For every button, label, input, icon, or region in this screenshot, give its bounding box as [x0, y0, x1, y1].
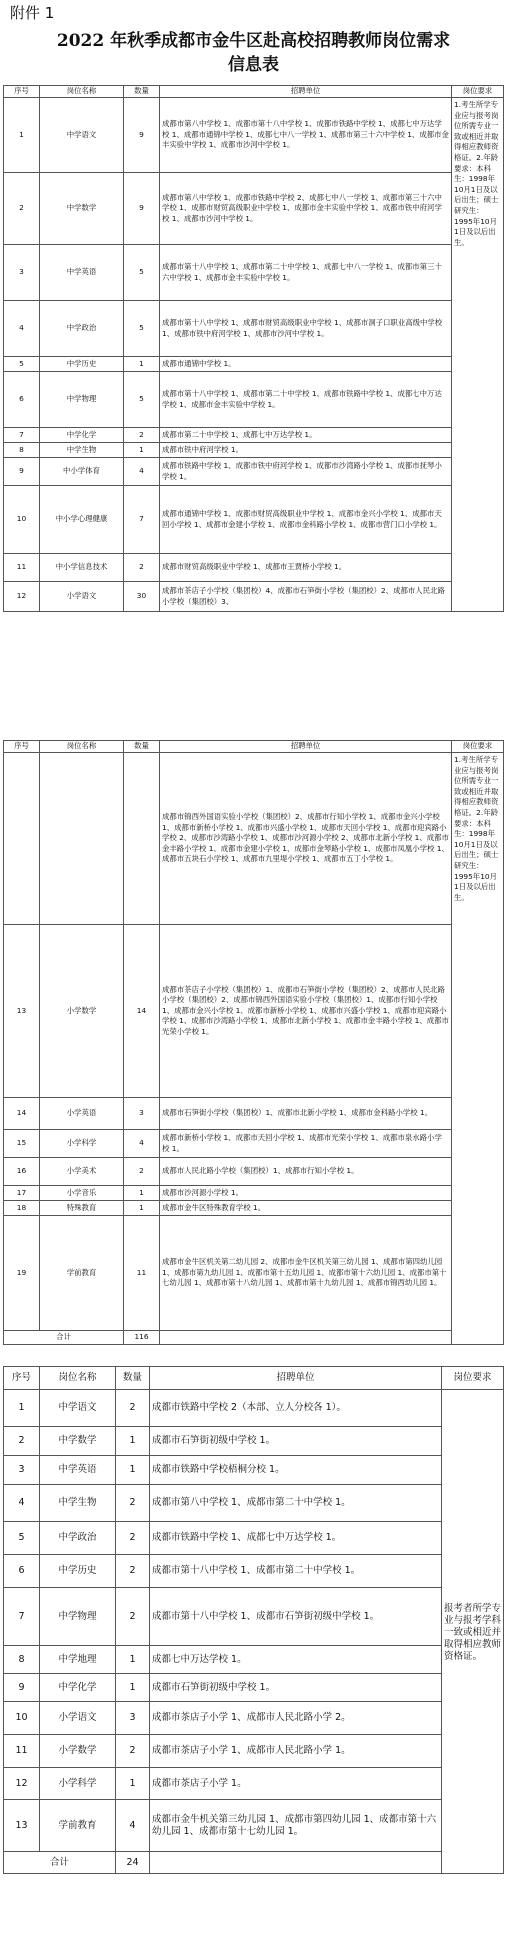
row-post: 中学历史 [40, 1555, 116, 1588]
table-row [4, 428, 504, 443]
row-no: 15 [4, 1130, 40, 1158]
row-no: 3 [4, 245, 40, 301]
total-row [4, 1331, 504, 1345]
row-no: 8 [4, 443, 40, 458]
row-no: 16 [4, 1158, 40, 1186]
table-row [4, 458, 504, 486]
row-units: 成都市财贸高级职业中学校 1、成都市王贾桥小学校 1。 [160, 554, 452, 582]
total-value: 24 [116, 1852, 150, 1874]
row-post [40, 753, 124, 925]
row-no: 5 [4, 357, 40, 372]
row-units: 成都市通锦中学校 1。 [160, 357, 452, 372]
row-units: 成都市通锦中学校 1、成都市财贸高级职业中学校 1、成都市金兴小学校 1、成都市天回小学校 1、成都市金建小学校 1、成都市金科路小学校 1、成都市营门口小学校 1。 [160, 486, 452, 554]
row-num: 2 [116, 1390, 150, 1427]
document-subtitle: 信息表 [228, 55, 279, 75]
row-no: 13 [4, 925, 40, 1098]
row-no: 10 [4, 1702, 40, 1735]
row-post: 中学生物 [40, 1485, 116, 1522]
header-post: 岗位名称 [40, 86, 124, 98]
row-num: 1 [116, 1456, 150, 1485]
row-num: 4 [124, 1130, 160, 1158]
header-no: 序号 [4, 1367, 40, 1390]
header-req: 岗位要求 [452, 86, 504, 98]
row-units: 成都市第十八中学校 1、成都市第二十中学校 1、成都七中八一学校 1、成都市第三十六中学校 1、成都市金丰实验中学校 1。 [160, 245, 452, 301]
table-row [4, 1485, 504, 1522]
row-units: 成都市石笋街小学校（集团校）1、成都市北新小学校 1、成都市金科路小学校 1。 [160, 1098, 452, 1130]
header-no: 序号 [4, 86, 40, 98]
row-num: 5 [124, 245, 160, 301]
total-row [4, 1852, 504, 1874]
header-units: 招聘单位 [160, 86, 452, 98]
row-no: 18 [4, 1201, 40, 1216]
requirements: 报考者所学专业与报考学科一致或相近并取得相应教师资格证。 [442, 1390, 504, 1874]
row-no: 11 [4, 1735, 40, 1768]
table-row [4, 1646, 504, 1674]
table-row [4, 925, 504, 1098]
table-row [4, 1130, 504, 1158]
row-units: 成都市金牛机关第三幼儿园 1、成都市第四幼儿园 1、成都市第十六幼儿园 1、成都市第十七幼儿园 1。 [150, 1800, 442, 1852]
row-num: 2 [124, 1158, 160, 1186]
row-no: 4 [4, 1485, 40, 1522]
table-row [4, 1427, 504, 1456]
row-post: 中学政治 [40, 1522, 116, 1555]
table-row [4, 372, 504, 428]
table-row [4, 357, 504, 372]
table-row [4, 1522, 504, 1555]
row-no: 8 [4, 1646, 40, 1674]
row-units: 成都市金牛区机关第二幼儿园 2、成都市金牛区机关第三幼儿园 1、成都市第四幼儿园 1、成都市第九幼儿园 1、成都市第十五幼儿园 1、成都市第十六幼儿园 1、成都市第十七幼儿园 1、成都市第十八幼儿园 1、成都市第十九幼儿园 1、成都市锦西幼儿园 1。 [160, 1216, 452, 1331]
row-no: 4 [4, 301, 40, 357]
row-post: 中小学体育 [40, 458, 124, 486]
row-num: 1 [124, 443, 160, 458]
row-units: 成都市锦西外国语实验小学校（集团校）2、成都市行知小学校 1、成都市金兴小学校 1、成都市新桥小学校 1、成都市兴盛小学校 1、成都市天回小学校 1、成都市迎宾路小学校 2、成都市沙湾路小学校 1、成都市沙河源小学校 2、成都市北新小学校 1、成都市金丰路小学校 1、成都市金建小学校 1、成都市金琴路小学校 1、成都市凤凰小学校 1、成都市五块石小学校 1、成都市九里堤小学校 1、成都市五丁小学校 1。 [160, 753, 452, 925]
table-1-header [4, 86, 504, 98]
requirements: 1.考生所学专业应与报考岗位所需专业一致或相近并取得相应教师资格证。2.年龄要求：本科生：1998年10月1日及以后出生；硕士研究生：1995年10月1日及以后出生。 [452, 98, 504, 612]
total-units [160, 1331, 452, 1345]
row-post: 中学化学 [40, 1674, 116, 1702]
row-units: 成都市第二十中学校 1、成都七中万达学校 1。 [160, 428, 452, 443]
row-post: 中学语文 [40, 98, 124, 173]
row-post: 学前教育 [40, 1800, 116, 1852]
row-num: 1 [124, 1186, 160, 1201]
row-num: 1 [124, 1201, 160, 1216]
table-row [4, 173, 504, 245]
row-post: 中学数学 [40, 173, 124, 245]
table-3 [3, 1366, 504, 1874]
row-post: 中学生物 [40, 443, 124, 458]
row-no: 1 [4, 98, 40, 173]
row-units: 成都七中万达学校 1。 [150, 1646, 442, 1674]
row-no: 19 [4, 1216, 40, 1331]
row-no: 11 [4, 554, 40, 582]
row-num: 1 [116, 1646, 150, 1674]
row-no: 14 [4, 1098, 40, 1130]
row-post: 中学政治 [40, 301, 124, 357]
table-1 [3, 85, 504, 612]
row-num: 2 [124, 428, 160, 443]
row-post: 中学地理 [40, 1646, 116, 1674]
row-post: 中小学信息技术 [40, 554, 124, 582]
row-post: 特殊教育 [40, 1201, 124, 1216]
row-no: 10 [4, 486, 40, 554]
row-num: 2 [116, 1555, 150, 1588]
table-row [4, 1555, 504, 1588]
row-units: 成都市金牛区特殊教育学校 1。 [160, 1201, 452, 1216]
header-req: 岗位要求 [452, 741, 504, 753]
row-no: 6 [4, 1555, 40, 1588]
row-num: 5 [124, 301, 160, 357]
table-row [4, 753, 504, 925]
row-num: 3 [124, 1098, 160, 1130]
row-units: 成都市第十八中学校 1、成都市第二十中学校 1、成都市铁路中学校 1、成都七中万达学校 1、成都市金丰实验中学校 1。 [160, 372, 452, 428]
row-no [4, 753, 40, 925]
header-no: 序号 [4, 741, 40, 753]
row-post: 小学数学 [40, 925, 124, 1098]
header-units: 招聘单位 [160, 741, 452, 753]
table-row [4, 1768, 504, 1800]
row-post: 小学数学 [40, 1735, 116, 1768]
table-row [4, 1216, 504, 1331]
row-num: 9 [124, 98, 160, 173]
header-num: 数量 [124, 741, 160, 753]
header-post: 岗位名称 [40, 741, 124, 753]
row-no: 3 [4, 1456, 40, 1485]
row-post: 小学语文 [40, 582, 124, 612]
row-units: 成都市茶店子小学校（集团校）1、成都市石笋街小学校（集团校）2、成都市人民北路小学校（集团校）2、成都市锦西外国语实验小学校（集团校）1、成都市行知小学校 1、成都市金兴小学校 1、成都市新桥小学校 1、成都市兴盛小学校 1、成都市迎宾路小学校 1、成都市沙湾路小学校 1、成都市北新小学校 1、成都市金丰路小学校 1、成都市光荣小学校 1。 [160, 925, 452, 1098]
row-post: 中学数学 [40, 1427, 116, 1456]
row-num: 5 [124, 372, 160, 428]
row-no: 17 [4, 1186, 40, 1201]
row-units: 成都市第八中学校 1、成都市铁路中学校 2、成都七中八一学校 1、成都市第三十六中学校 1、成都市财贸高级职业中学校 1、成都市金丰实验中学校 1、成都市铁中府河学校 1、成都市沙河中学校 1。 [160, 173, 452, 245]
row-num: 7 [124, 486, 160, 554]
row-post: 中学物理 [40, 1588, 116, 1646]
row-units: 成都市茶店子小学 1。 [150, 1768, 442, 1800]
row-no: 9 [4, 458, 40, 486]
row-units: 成都市茶店子小学 1、成都市人民北路小学 1。 [150, 1735, 442, 1768]
row-units: 成都市铁路中学校 1、成都市铁中府河学校 1、成都市沙湾路小学校 1、成都市抚琴小学校 1。 [160, 458, 452, 486]
row-num: 1 [116, 1427, 150, 1456]
row-num: 2 [116, 1522, 150, 1555]
row-post: 中学英语 [40, 1456, 116, 1485]
row-units: 成都市第八中学校 1、成都市第十八中学校 1、成都市铁路中学校 1、成都七中万达学校 1、成都市通锦中学校 1、成都七中八一学校 1、成都市第三十六中学校 1、成都市金丰实验中学校 1、成都市沙河中学校 1。 [160, 98, 452, 173]
row-units: 成都市铁路中学校 1、成都七中万达学校 1。 [150, 1522, 442, 1555]
row-units: 成都市第十八中学校 1、成都市石笋街初级中学校 1。 [150, 1588, 442, 1646]
row-no: 5 [4, 1522, 40, 1555]
row-num: 2 [116, 1588, 150, 1646]
table-2-header [4, 741, 504, 753]
row-post: 中学化学 [40, 428, 124, 443]
row-no: 2 [4, 173, 40, 245]
table-row [4, 1158, 504, 1186]
table-row [4, 1098, 504, 1130]
row-num: 2 [116, 1485, 150, 1522]
row-num: 2 [116, 1735, 150, 1768]
row-post: 中学英语 [40, 245, 124, 301]
row-post: 小学英语 [40, 1098, 124, 1130]
table-2 [3, 740, 504, 1345]
row-num: 2 [124, 554, 160, 582]
header-num: 数量 [116, 1367, 150, 1390]
table-row [4, 554, 504, 582]
table-row [4, 98, 504, 173]
row-units: 成都市石笋街初级中学校 1。 [150, 1427, 442, 1456]
table-row [4, 582, 504, 612]
row-units: 成都市第八中学校 1、成都市第二十中学校 1。 [150, 1485, 442, 1522]
table-row [4, 301, 504, 357]
row-no: 12 [4, 1768, 40, 1800]
row-no: 2 [4, 1427, 40, 1456]
row-no: 13 [4, 1800, 40, 1852]
row-post: 小学科学 [40, 1768, 116, 1800]
row-num: 9 [124, 173, 160, 245]
attachment-label: 附件 1 [10, 4, 55, 22]
document-title: 2022 年秋季成都市金牛区赴高校招聘教师岗位需求 [56, 31, 451, 51]
row-units: 成都市第十八中学校 1、成都市第二十中学校 1。 [150, 1555, 442, 1588]
table-row [4, 1735, 504, 1768]
row-units: 成都市铁路中学校 2（本部、立人分校各 1）。 [150, 1390, 442, 1427]
row-num: 30 [124, 582, 160, 612]
row-no: 1 [4, 1390, 40, 1427]
row-post: 学前教育 [40, 1216, 124, 1331]
row-num: 11 [124, 1216, 160, 1331]
row-post: 小学语文 [40, 1702, 116, 1735]
table-row [4, 1702, 504, 1735]
total-value: 116 [124, 1331, 160, 1345]
row-no: 7 [4, 428, 40, 443]
row-num: 4 [116, 1800, 150, 1852]
row-units: 成都市铁中府河学校 1。 [160, 443, 452, 458]
table-row [4, 1390, 504, 1427]
header-req: 岗位要求 [442, 1367, 504, 1390]
row-units: 成都市人民北路小学校（集团校）1、成都市行知小学校 1。 [160, 1158, 452, 1186]
row-num: 1 [116, 1674, 150, 1702]
row-units: 成都市第十八中学校 1、成都市财贸高级职业中学校 1、成都市洞子口职业高级中学校 1、成都市铁中府河学校 1、成都市沙河中学校 1。 [160, 301, 452, 357]
row-post: 小学科学 [40, 1130, 124, 1158]
table-row [4, 1674, 504, 1702]
total-label: 合计 [4, 1852, 116, 1874]
row-post: 小学美术 [40, 1158, 124, 1186]
row-num: 1 [124, 357, 160, 372]
row-num: 3 [116, 1702, 150, 1735]
row-units: 成都市沙河源小学校 1。 [160, 1186, 452, 1201]
row-num: 4 [124, 458, 160, 486]
total-label: 合计 [4, 1331, 124, 1345]
row-post: 中小学心理健康 [40, 486, 124, 554]
row-num [124, 753, 160, 925]
table-row [4, 245, 504, 301]
table-3-header [4, 1367, 504, 1390]
row-units: 成都市茶店子小学校（集团校）4、成都市石笋街小学校（集团校）2、成都市人民北路小学校（集团校）3、 [160, 582, 452, 612]
row-no: 9 [4, 1674, 40, 1702]
row-no: 12 [4, 582, 40, 612]
table-row [4, 1588, 504, 1646]
header-post: 岗位名称 [40, 1367, 116, 1390]
requirements: 1.考生所学专业应与报考岗位所需专业一致或相近并取得相应教师资格证。2.年龄要求：本科生：1998年10月1日及以后出生；硕士研究生：1995年10月1日及以后出生。 [452, 753, 504, 1345]
row-units: 成都市铁路中学校梧桐分校 1。 [150, 1456, 442, 1485]
header-units: 招聘单位 [150, 1367, 442, 1390]
row-post: 中学历史 [40, 357, 124, 372]
table-row [4, 1456, 504, 1485]
row-no: 7 [4, 1588, 40, 1646]
row-units: 成都市石笋街初级中学校 1。 [150, 1674, 442, 1702]
row-units: 成都市茶店子小学 1、成都市人民北路小学 2。 [150, 1702, 442, 1735]
row-no: 6 [4, 372, 40, 428]
table-row [4, 486, 504, 554]
row-post: 中学物理 [40, 372, 124, 428]
row-post: 小学音乐 [40, 1186, 124, 1201]
row-units: 成都市新桥小学校 1、成都市天回小学校 1、成都市光荣小学校 1、成都市泉水路小学校 1。 [160, 1130, 452, 1158]
table-row [4, 1186, 504, 1201]
total-units [150, 1852, 442, 1874]
table-row [4, 1800, 504, 1852]
row-num: 14 [124, 925, 160, 1098]
header-num: 数量 [124, 86, 160, 98]
row-post: 中学语文 [40, 1390, 116, 1427]
table-row [4, 1201, 504, 1216]
row-num: 1 [116, 1768, 150, 1800]
table-row [4, 443, 504, 458]
